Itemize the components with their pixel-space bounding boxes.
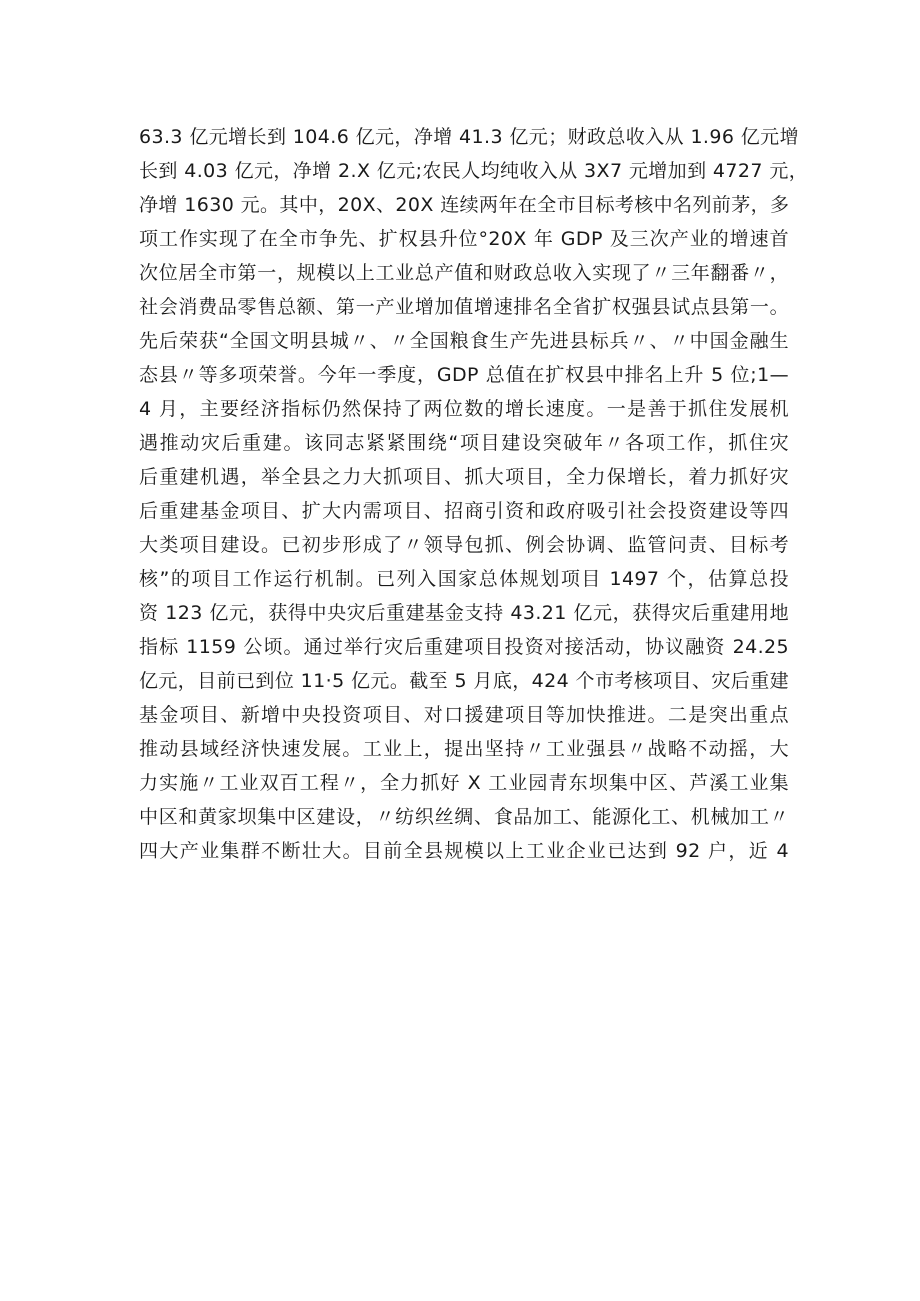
- text-line: 后重建机遇，举全县之力大抓项目、抓大项目，全力保增长，着力抓好灾: [139, 466, 789, 488]
- text-line: 项工作实现了在全市争先、扩权县升位°20X 年 GDP 及三次产业的增速首: [139, 228, 789, 250]
- text-line: 中区和黄家坝集中区建设，〃纺织丝绸、食品加工、能源化工、机械加工〃: [139, 806, 789, 828]
- text-line: 4 月，主要经济指标仍然保持了两位数的增长速度。一是善于抓住发展机: [139, 398, 789, 420]
- text-line: 指标 1159 公顷。通过举行灾后重建项目投资对接活动，协议融资 24.25: [139, 636, 789, 658]
- text-line: 社会消费品零售总额、第一产业增加值增速排名全省扩权强县试点县第一。: [139, 296, 789, 318]
- text-line: 四大产业集群不断壮大。目前全县规模以上工业企业已达到 92 户，近 4: [139, 840, 789, 862]
- text-line: 推动县域经济快速发展。工业上，提出坚持〃工业强县〃战略不动摇，大: [139, 738, 789, 760]
- text-line: 63.3 亿元增长到 104.6 亿元，净增 41.3 亿元；财政总收入从 1.96 亿元增: [139, 126, 799, 148]
- text-line: 态县〃等多项荣誉。今年一季度，GDP 总值在扩权县中排名上升 5 位;1—: [139, 364, 789, 386]
- text-line: 先后荣获“全国文明县城〃、〃全国粮食生产先进县标兵〃、〃中国金融生: [139, 330, 789, 352]
- text-line: 大类项目建设。已初步形成了〃领导包抓、例会协调、监管问责、目标考: [139, 534, 789, 556]
- text-line: 次位居全市第一，规模以上工业总产值和财政总收入实现了〃三年翻番〃，: [139, 262, 789, 284]
- text-line: 亿元，目前已到位 11·5 亿元。截至 5 月底，424 个市考核项目、灾后重建: [139, 670, 789, 692]
- text-line: 净增 1630 元。其中，20X、20X 连续两年在全市目标考核中名列前茅，多: [139, 194, 790, 216]
- text-line: 核”的项目工作运行机制。已列入国家总体规划项目 1497 个，估算总投: [139, 568, 789, 590]
- text-line: 基金项目、新增中央投资项目、对口援建项目等加快推进。二是突出重点: [139, 704, 789, 726]
- document-body: [139, 120, 809, 868]
- text-line: 后重建基金项目、扩大内需项目、招商引资和政府吸引社会投资建设等四: [139, 500, 789, 522]
- text-line: 遇推动灾后重建。该同志紧紧围绕“项目建设突破年〃各项工作，抓住灾: [139, 432, 789, 454]
- text-line: 资 123 亿元，获得中央灾后重建基金支持 43.21 亿元，获得灾后重建用地: [139, 602, 789, 624]
- text-line: 长到 4.03 亿元，净增 2.X 亿元;农民人均纯收入从 3X7 元增加到 4727 元，: [139, 160, 809, 182]
- text-line: 力实施〃工业双百工程〃，全力抓好 X 工业园青东坝集中区、芦溪工业集: [139, 772, 789, 794]
